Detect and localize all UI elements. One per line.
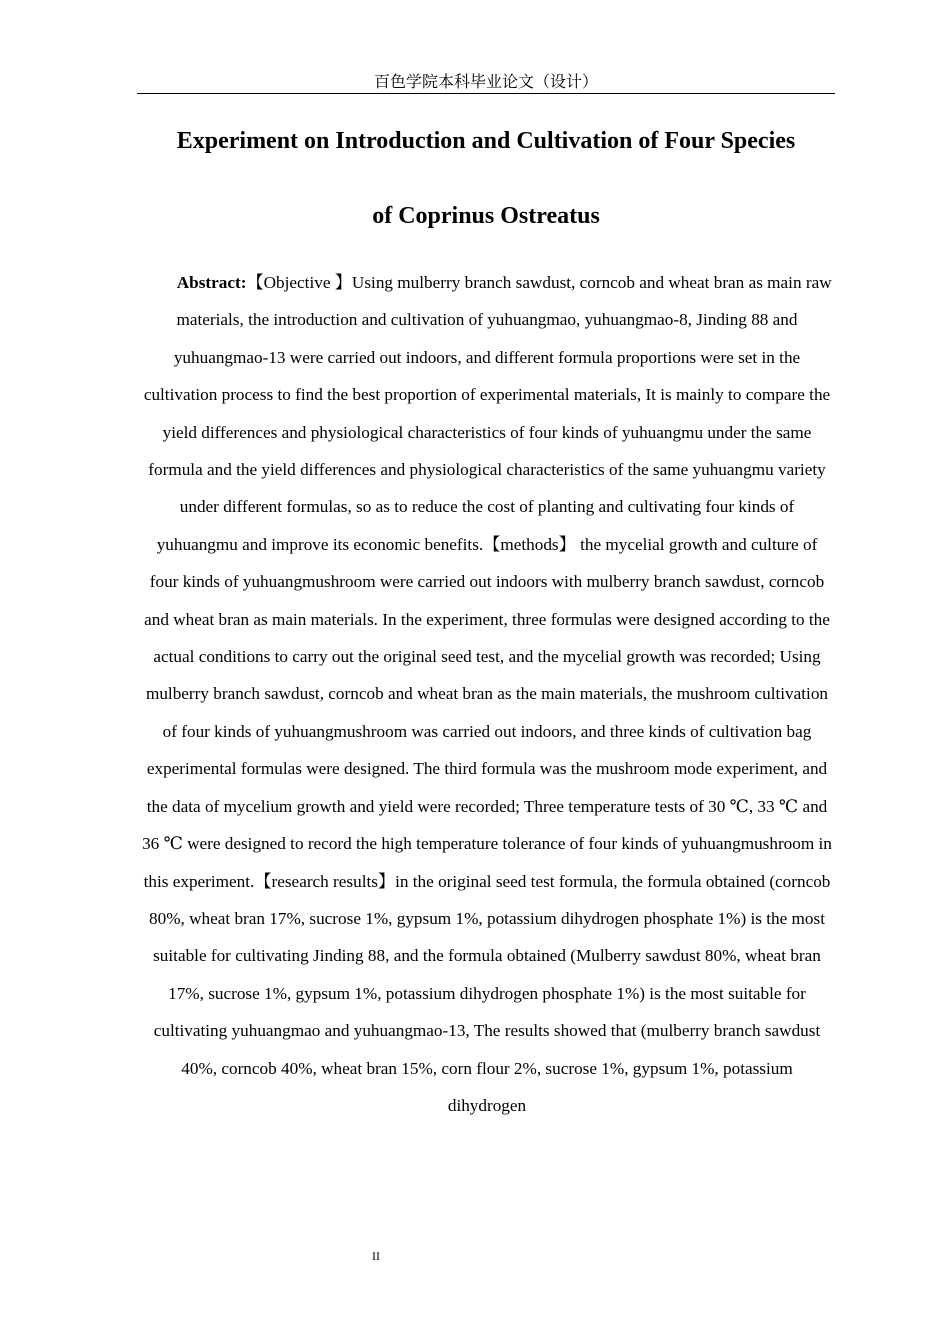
paper-title-line-2: of Coprinus Ostreatus (372, 203, 600, 229)
page-header: 百色学院本科毕业论文（设计） (373, 72, 598, 91)
abstract-label: Abstract: (176, 273, 247, 292)
paper-title-line-1: Experiment on Introduction and Cultivation of Four Species (176, 128, 796, 154)
header-rule (137, 93, 835, 94)
abstract-body: 【Objective 】Using mulberry branch sawdust, corncob and wheat bran as main raw materials, the introduction and cultivation of yuhuangmao, yuhuangmao-8, Jinding 88 and yuhuangmao-13 were carried out indoors, and different formula proportions were set in the cultivation process to find the best proportion of experimental materials, It is mainly to compare the yield differences and physiological characteristics of four kinds of yuhuangmu under the same formula and the yield differences and physiological characteristics of the same yuhuangmu variety under different formulas, so as to reduce the cost of planting and cultivating four kinds of yuhuangmu and improve its economic benefits.【methods】 the mycelial growth and culture of four kinds of yuhuangmushroom were carried out indoors with mulberry branch sawdust, corncob and wheat bran as main materials. In the experiment, three formulas were designed according to the actual conditions to carry out the original seed test, and the mycelial growth was recorded; Using mulberry branch sawdust, corncob and wheat bran as the main materials, the mushroom cultivation of four kinds of yuhuangmushroom was carried out indoors, and three kinds of cultivation bag experimental formulas were designed. The third formula was the mushroom mode experiment, and the data of mycelium growth and yield were recorded; Three temperature tests of 30 ℃, 33 ℃ and 36 ℃ were designed to record the high temperature tolerance of four kinds of yuhuangmushroom in this experiment.【research results】in the original seed test formula, the formula obtained (corncob 80%, wheat bran 17%, sucrose 1%, gypsum 1%, potassium dihydrogen phosphate 1%) is the most suitable for cultivating Jinding 88, and the formula obtained (Mulberry sawdust 80%, wheat bran 17%, sucrose 1%, gypsum 1%, potassium dihydrogen phosphate 1%) is the most suitable for cultivating yuhuangmao and yuhuangmao-13, The results showed that (mulberry branch sawdust 40%, corncob 40%, wheat bran 15%, corn flour 2%, sucrose 1%, gypsum 1%, potassium dihydrogen (142, 273, 832, 1115)
abstract-paragraph (142, 264, 832, 1124)
page-number: II (372, 1249, 380, 1263)
